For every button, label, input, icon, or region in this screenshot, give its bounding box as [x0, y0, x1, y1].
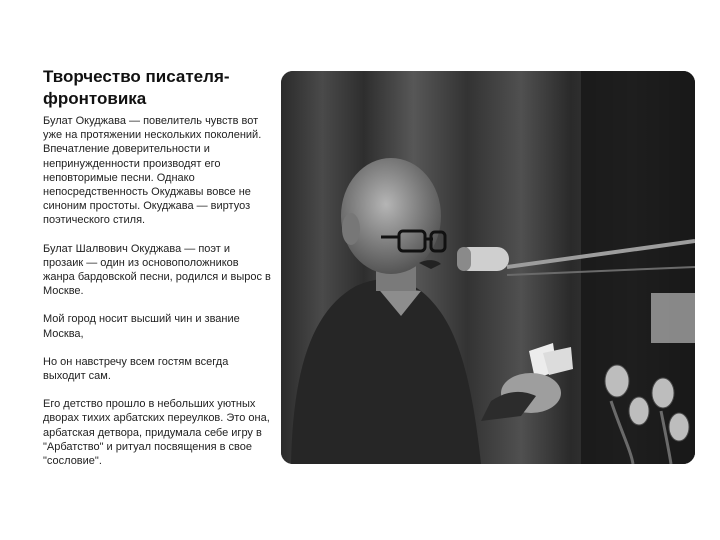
paragraph-5: Его детство прошло в небольших уютных дворах тихих арбатских переулков. Это она, арбатская детвора, придумала себе игру в "Арбатство" и ритуал посвящения в свое "сословие".	[43, 398, 270, 468]
slide-title: Творчество писателя-фронтовика	[43, 67, 230, 108]
paragraph-1: Булат Окуджава — повелитель чувств вот уже на протяжении нескольких поколений. Впечатление доверительности и непринужденности производят его неповторимые песни. Однако непосредственность Окуджавы вовсе не синоним простоты. Окуджава — виртуоз поэтического стиля.	[43, 115, 262, 227]
paragraph-3: Мой город носит высший чин и звание Москва,	[43, 313, 240, 340]
ear	[342, 213, 360, 245]
paragraph-2: Булат Шалвович Окуджава — поэт и прозаик — один из основоположников жанра бардовской песни, родился и вырос в Москве.	[43, 242, 271, 298]
lectern	[651, 293, 695, 343]
portrait-photo	[281, 71, 695, 464]
paragraph-4: Но он навстречу всем гостям всегда выходит сам.	[43, 355, 229, 383]
photo-illustration	[281, 71, 695, 464]
slide-body	[43, 114, 271, 482]
